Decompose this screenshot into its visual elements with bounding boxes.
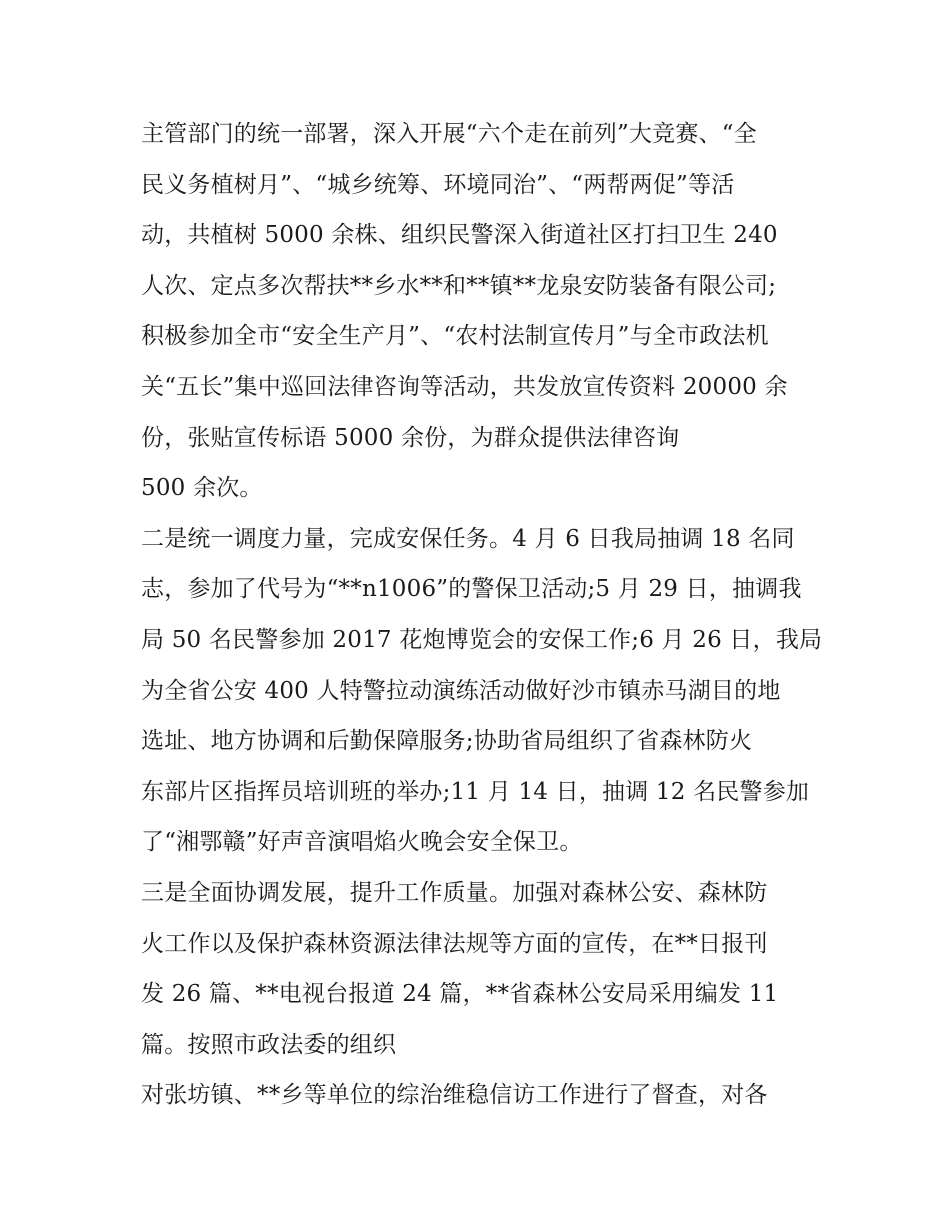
text-line-1: 主管部门的统一部署，深入开展“六个走在前列”大竞赛、“全 [141, 121, 757, 147]
text-line-19: 篇。按照市政法委的组织 [141, 1031, 397, 1058]
document-body [141, 109, 821, 1121]
text-line-15: 了“湘鄂赣”好声音演唱焰火晚会安全保卫。 [141, 829, 583, 856]
text-line-18: 发 26 篇、**电视台报道 24 篇，**省森林公安局采用编发 11 [141, 981, 779, 1008]
text-line-2: 民义务植树月”、“城乡统筹、环境同治”、“两帮两促”等活 [141, 171, 735, 198]
text-line-17: 火工作以及保护森林资源法律法规等方面的宣传，在**日报刊 [141, 930, 768, 957]
text-line-4: 人次、定点多次帮扶**乡水**和**镇**龙泉安防装备有限公司; [141, 272, 777, 299]
text-line-6: 关“五长”集中巡回法律咨询等活动，共发放宣传资料 20000 余 [141, 373, 788, 400]
text-line-7: 份，张贴宣传标语 5000 余份，为群众提供法律咨询 [141, 424, 680, 451]
text-line-12: 为全省公安 400 人特警拉动演练活动做好沙市镇赤马湖目的地 [141, 677, 781, 704]
text-line-5: 积极参加全市“安全生产月”、“农村法制宣传月”与全市政法机 [141, 323, 769, 350]
text-line-8: 500 余次。 [141, 475, 263, 502]
text-line-13: 选址、地方协调和后勤保障服务;协助省局组织了省森林防火 [141, 728, 753, 755]
text-line-16: 三是全面协调发展，提升工作质量。加强对森林公安、森林防 [141, 879, 768, 906]
text-line-11: 局 50 名民警参加 2017 花炮博览会的安保工作;6 月 26 日，我局 [141, 626, 823, 653]
text-line-9: 二是统一调度力量，完成安保任务。4 月 6 日我局抽调 18 名同 [141, 525, 795, 552]
text-line-3: 动，共植树 5000 余株、组织民警深入街道社区打扫卫生 240 [141, 222, 778, 249]
text-line-10: 志，参加了代号为“**n1006”的警保卫活动;5 月 29 日，抽调我 [141, 576, 802, 603]
text-line-14: 东部片区指挥员培训班的举办;11 月 14 日，抽调 12 名民警参加 [141, 778, 810, 805]
text-line-20: 对张坊镇、**乡等单位的综治维稳信访工作进行了督查，对各 [141, 1082, 768, 1109]
